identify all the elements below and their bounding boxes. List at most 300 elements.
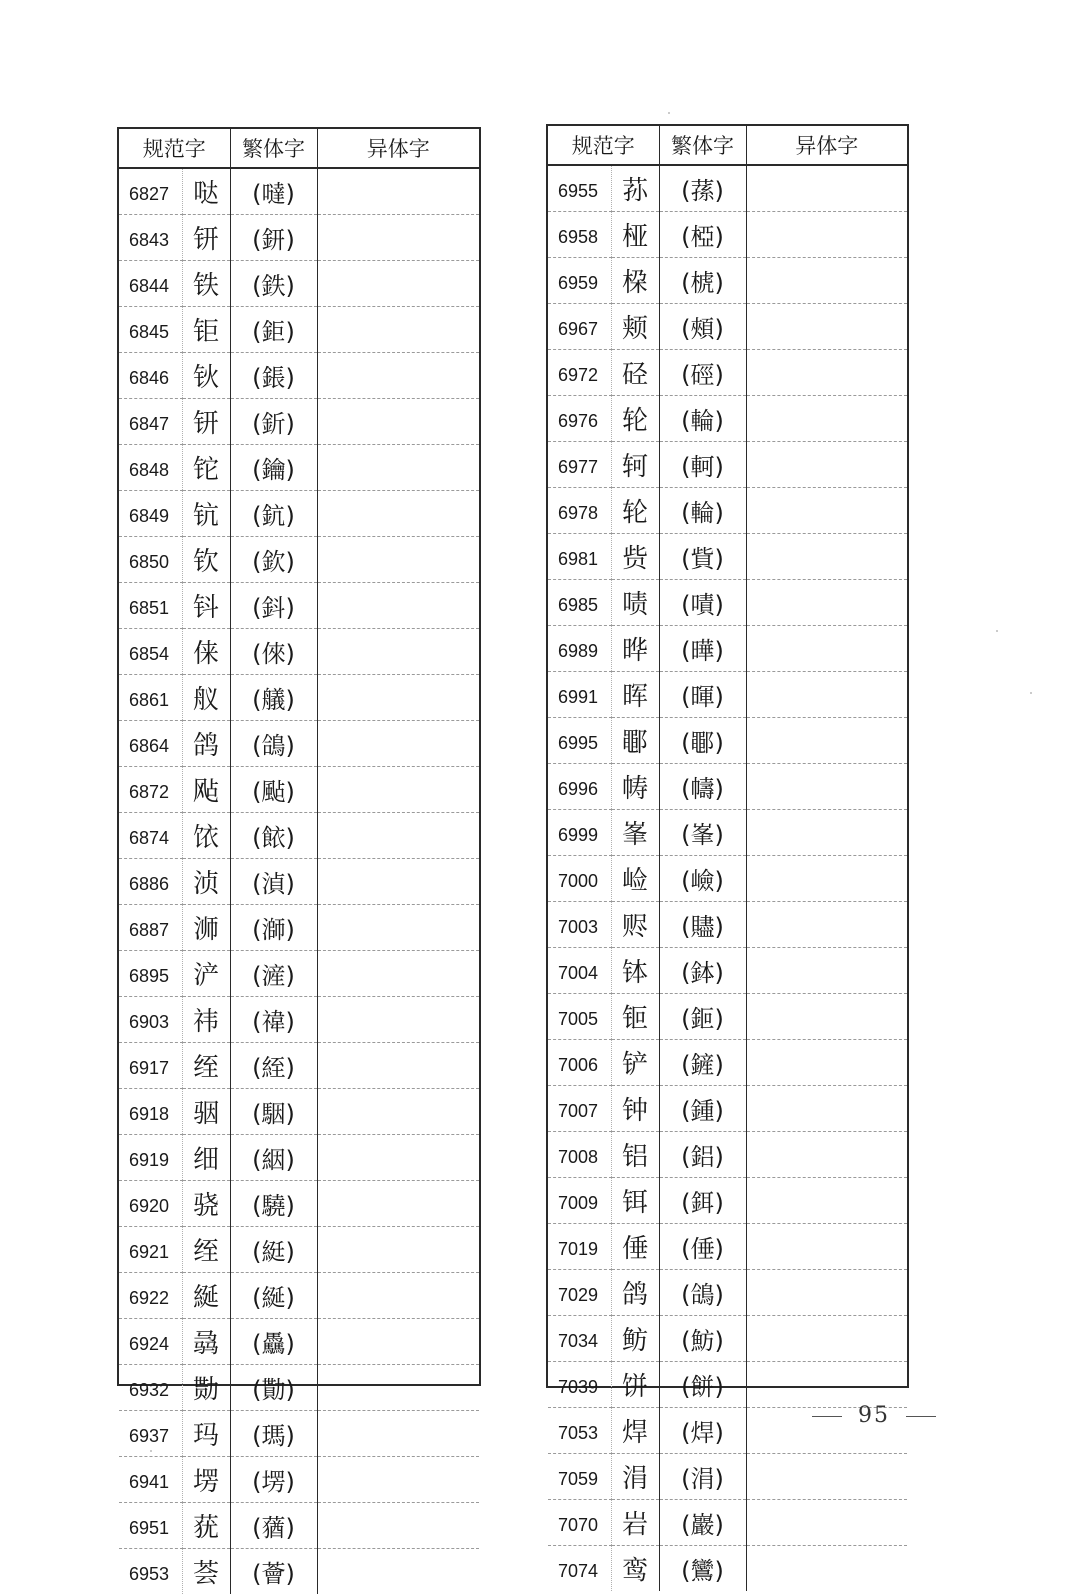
character-code: 6846 — [119, 353, 182, 399]
right-character-table — [546, 124, 909, 1388]
standard-character: 浐 — [182, 951, 230, 997]
standard-character: 涓 — [611, 1454, 659, 1500]
traditional-character: (巖) — [659, 1500, 746, 1546]
traditional-character: (鉄) — [230, 261, 317, 307]
standard-character: 飐 — [182, 767, 230, 813]
standard-character: 铒 — [611, 1178, 659, 1224]
character-code: 6917 — [119, 1043, 182, 1089]
standard-character: 鸾 — [611, 1546, 659, 1592]
standard-character: 崄 — [611, 856, 659, 902]
variant-character — [746, 488, 907, 534]
traditional-character: (鄳) — [659, 718, 746, 764]
character-code: 7006 — [548, 1040, 611, 1086]
standard-character: 莸 — [182, 1503, 230, 1549]
table-row — [119, 307, 479, 353]
character-code: 6972 — [548, 350, 611, 396]
standard-character: 岩 — [611, 1500, 659, 1546]
standard-character: 钘 — [182, 399, 230, 445]
standard-character: 轮 — [611, 396, 659, 442]
table-row — [548, 396, 907, 442]
standard-character: 祎 — [182, 997, 230, 1043]
standard-character: 赆 — [611, 902, 659, 948]
table-row — [548, 764, 907, 810]
standard-character: 帱 — [611, 764, 659, 810]
scan-speck — [668, 112, 670, 114]
variant-character — [317, 445, 479, 491]
standard-character: 浉 — [182, 905, 230, 951]
variant-character — [317, 168, 479, 215]
standard-character: 綖 — [182, 1273, 230, 1319]
table-row — [548, 1500, 907, 1546]
scan-speck — [996, 630, 998, 632]
table-row — [548, 856, 907, 902]
traditional-character: (驍) — [230, 1181, 317, 1227]
traditional-character: (絰) — [230, 1043, 317, 1089]
traditional-character: (鈃) — [230, 215, 317, 261]
character-code: 6976 — [548, 396, 611, 442]
variant-character — [746, 994, 907, 1040]
traditional-character: (倕) — [659, 1224, 746, 1270]
character-code: 6922 — [119, 1273, 182, 1319]
table-row — [548, 304, 907, 350]
standard-character: 钦 — [182, 537, 230, 583]
table-row — [548, 1178, 907, 1224]
variant-character — [746, 1224, 907, 1270]
table-row — [119, 261, 479, 307]
traditional-character: (鏟) — [659, 1040, 746, 1086]
variant-character — [746, 1132, 907, 1178]
traditional-character: (鴿) — [230, 721, 317, 767]
character-code: 6843 — [119, 215, 182, 261]
character-code: 6999 — [548, 810, 611, 856]
character-code: 6919 — [119, 1135, 182, 1181]
variant-character — [746, 1500, 907, 1546]
traditional-character: (餏) — [230, 813, 317, 859]
standard-character: 骁 — [182, 1181, 230, 1227]
scan-speck — [150, 1450, 152, 1452]
character-code: 6967 — [548, 304, 611, 350]
variant-character — [746, 212, 907, 258]
traditional-character: (幬) — [659, 764, 746, 810]
variant-character — [746, 810, 907, 856]
variant-character — [746, 856, 907, 902]
character-code: 7053 — [548, 1408, 611, 1454]
standard-character: 桠 — [611, 212, 659, 258]
header-traditional: 繁体字 — [659, 126, 746, 165]
character-code: 6921 — [119, 1227, 182, 1273]
character-code: 6851 — [119, 583, 182, 629]
traditional-character: (駰) — [230, 1089, 317, 1135]
right-table-body — [548, 165, 907, 1591]
table-row — [119, 905, 479, 951]
standard-character: 鄳 — [611, 718, 659, 764]
standard-character: 钘 — [182, 215, 230, 261]
character-code: 7059 — [548, 1454, 611, 1500]
table-row — [119, 445, 479, 491]
standard-character: 晖 — [611, 672, 659, 718]
variant-character — [317, 1319, 479, 1365]
traditional-character: (勩) — [230, 1365, 317, 1411]
standard-character: 铲 — [611, 1040, 659, 1086]
character-code: 6874 — [119, 813, 182, 859]
traditional-character: (鈧) — [230, 491, 317, 537]
variant-character — [746, 165, 907, 212]
table-row — [548, 672, 907, 718]
character-code: 6854 — [119, 629, 182, 675]
character-code: 7000 — [548, 856, 611, 902]
traditional-character: (鸞) — [659, 1546, 746, 1592]
table-row — [548, 1546, 907, 1592]
table-row — [119, 767, 479, 813]
standard-character: 骃 — [182, 1089, 230, 1135]
variant-character — [317, 767, 479, 813]
standard-character: 钭 — [182, 583, 230, 629]
traditional-character: (蕕) — [230, 1503, 317, 1549]
variant-character — [317, 1227, 479, 1273]
standard-character: 铁 — [182, 261, 230, 307]
character-code: 6845 — [119, 307, 182, 353]
standard-character: 峯 — [611, 810, 659, 856]
table-row — [548, 1086, 907, 1132]
character-code: 6955 — [548, 165, 611, 212]
standard-character: 钷 — [611, 994, 659, 1040]
traditional-character: (溮) — [230, 905, 317, 951]
standard-character: 钬 — [182, 353, 230, 399]
traditional-character: (絪) — [230, 1135, 317, 1181]
variant-character — [317, 905, 479, 951]
header-traditional: 繁体字 — [230, 129, 317, 168]
table-row — [548, 1316, 907, 1362]
traditional-character: (輪) — [659, 396, 746, 442]
traditional-character: (驫) — [230, 1319, 317, 1365]
standard-character: 塄 — [182, 1457, 230, 1503]
standard-character: 荪 — [611, 165, 659, 212]
traditional-character: (鈄) — [230, 583, 317, 629]
traditional-character: (鋁) — [659, 1132, 746, 1178]
table-row — [119, 353, 479, 399]
variant-character — [317, 721, 479, 767]
table-row — [119, 951, 479, 997]
character-code: 7007 — [548, 1086, 611, 1132]
left-table-body — [119, 168, 479, 1594]
character-code: 7005 — [548, 994, 611, 1040]
standard-character: 轲 — [611, 442, 659, 488]
variant-character — [317, 261, 479, 307]
character-code: 7029 — [548, 1270, 611, 1316]
character-code: 6864 — [119, 721, 182, 767]
traditional-character: (涓) — [659, 1454, 746, 1500]
variant-character — [746, 672, 907, 718]
traditional-character: (鉅) — [230, 307, 317, 353]
traditional-character: (鴿) — [659, 1270, 746, 1316]
variant-character — [317, 675, 479, 721]
standard-character: 颊 — [611, 304, 659, 350]
scan-speck — [1030, 692, 1032, 694]
variant-character — [317, 1135, 479, 1181]
table-row — [548, 165, 907, 212]
header-variant: 异体字 — [746, 126, 907, 165]
traditional-character: (焊) — [659, 1408, 746, 1454]
standard-character: 浈 — [182, 859, 230, 905]
character-code: 6996 — [548, 764, 611, 810]
character-code: 6920 — [119, 1181, 182, 1227]
character-code: 6977 — [548, 442, 611, 488]
variant-character — [317, 859, 479, 905]
table-row — [119, 1227, 479, 1273]
standard-character: 骉 — [182, 1319, 230, 1365]
table-row — [119, 1365, 479, 1411]
variant-character — [317, 1181, 479, 1227]
table-row — [119, 491, 479, 537]
variant-character — [746, 442, 907, 488]
variant-character — [317, 399, 479, 445]
standard-character: 鸽 — [611, 1270, 659, 1316]
traditional-character: (硜) — [659, 350, 746, 396]
table-row — [119, 168, 479, 215]
character-code: 6861 — [119, 675, 182, 721]
table-row — [548, 580, 907, 626]
table-row — [548, 442, 907, 488]
table-row — [548, 626, 907, 672]
table-row — [119, 1319, 479, 1365]
character-code: 6872 — [119, 767, 182, 813]
traditional-character: (欽) — [230, 537, 317, 583]
variant-character — [317, 951, 479, 997]
variant-character — [317, 813, 479, 859]
footer-dash-left — [812, 1416, 842, 1417]
table-row — [119, 1181, 479, 1227]
traditional-character: (魴) — [659, 1316, 746, 1362]
variant-character — [746, 1316, 907, 1362]
character-code: 6941 — [119, 1457, 182, 1503]
standard-character: 俫 — [182, 629, 230, 675]
character-code: 6985 — [548, 580, 611, 626]
standard-character: 玛 — [182, 1411, 230, 1457]
traditional-character: (鉢) — [659, 948, 746, 994]
traditional-character: (軻) — [659, 442, 746, 488]
table-row — [548, 1132, 907, 1178]
table-header-row — [548, 126, 907, 165]
character-code: 6844 — [119, 261, 182, 307]
standard-character: 鸽 — [182, 721, 230, 767]
variant-character — [317, 1411, 479, 1457]
character-code: 6959 — [548, 258, 611, 304]
character-code: 6989 — [548, 626, 611, 672]
character-code: 6827 — [119, 168, 182, 215]
table-row — [119, 629, 479, 675]
standard-character: 钵 — [611, 948, 659, 994]
character-code: 6924 — [119, 1319, 182, 1365]
traditional-character: (頰) — [659, 304, 746, 350]
table-row — [119, 583, 479, 629]
variant-character — [746, 350, 907, 396]
standard-character: 焊 — [611, 1408, 659, 1454]
variant-character — [317, 583, 479, 629]
variant-character — [317, 1273, 479, 1319]
table-row — [548, 534, 907, 580]
traditional-character: (艤) — [230, 675, 317, 721]
character-code: 6848 — [119, 445, 182, 491]
character-code: 6995 — [548, 718, 611, 764]
table-row — [119, 997, 479, 1043]
table-row — [548, 810, 907, 856]
character-code: 7039 — [548, 1362, 611, 1408]
standard-character: 铝 — [611, 1132, 659, 1178]
traditional-character: (曄) — [659, 626, 746, 672]
table-row — [119, 859, 479, 905]
variant-character — [746, 580, 907, 626]
variant-character — [317, 629, 479, 675]
traditional-character: (鍾) — [659, 1086, 746, 1132]
standard-character: 舣 — [182, 675, 230, 721]
traditional-character: (塄) — [230, 1457, 317, 1503]
character-code: 6981 — [548, 534, 611, 580]
character-code: 6850 — [119, 537, 182, 583]
standard-character: 绖 — [182, 1227, 230, 1273]
table-row — [119, 215, 479, 261]
footer-dash-right — [906, 1416, 936, 1417]
variant-character — [317, 1043, 479, 1089]
table-row — [119, 721, 479, 767]
traditional-character: (鉺) — [659, 1178, 746, 1224]
variant-character — [317, 307, 479, 353]
variant-character — [746, 718, 907, 764]
character-code: 6991 — [548, 672, 611, 718]
table-row — [548, 1362, 907, 1408]
traditional-character: (禕) — [230, 997, 317, 1043]
standard-character: 细 — [182, 1135, 230, 1181]
table-row — [548, 902, 907, 948]
character-code: 6951 — [119, 1503, 182, 1549]
traditional-character: (湞) — [230, 859, 317, 905]
character-code: 7008 — [548, 1132, 611, 1178]
traditional-character: (滻) — [230, 951, 317, 997]
table-row — [548, 258, 907, 304]
character-code: 6887 — [119, 905, 182, 951]
variant-character — [746, 1040, 907, 1086]
standard-character: 轮 — [611, 488, 659, 534]
table-row — [119, 1135, 479, 1181]
table-row — [119, 1503, 479, 1549]
character-code: 6903 — [119, 997, 182, 1043]
character-code: 7009 — [548, 1178, 611, 1224]
variant-character — [317, 1549, 479, 1594]
variant-character — [746, 258, 907, 304]
variant-character — [746, 764, 907, 810]
variant-character — [746, 1546, 907, 1592]
table-row — [548, 994, 907, 1040]
standard-character: 勚 — [182, 1365, 230, 1411]
character-code: 6932 — [119, 1365, 182, 1411]
variant-character — [746, 902, 907, 948]
character-code: 7074 — [548, 1546, 611, 1592]
traditional-character: (暉) — [659, 672, 746, 718]
table-row — [119, 1549, 479, 1594]
traditional-character: (貲) — [659, 534, 746, 580]
variant-character — [746, 1454, 907, 1500]
table-row — [119, 1089, 479, 1135]
table-row — [119, 1273, 479, 1319]
left-character-table — [117, 127, 481, 1386]
traditional-character: (倈) — [230, 629, 317, 675]
table-row — [119, 537, 479, 583]
standard-character: 晔 — [611, 626, 659, 672]
variant-character — [746, 1362, 907, 1408]
variant-character — [746, 1178, 907, 1224]
table-row — [548, 1224, 907, 1270]
variant-character — [746, 534, 907, 580]
standard-character: 硁 — [611, 350, 659, 396]
variant-character — [317, 997, 479, 1043]
variant-character — [746, 304, 907, 350]
traditional-character: (鉕) — [659, 994, 746, 1040]
variant-character — [317, 1365, 479, 1411]
variant-character — [317, 537, 479, 583]
standard-character: 钟 — [611, 1086, 659, 1132]
character-code: 6953 — [119, 1549, 182, 1594]
standard-character: 哒 — [182, 168, 230, 215]
standard-character: 饼 — [611, 1362, 659, 1408]
standard-character: 赀 — [611, 534, 659, 580]
standard-character: 鲂 — [611, 1316, 659, 1362]
table-row — [548, 718, 907, 764]
traditional-character: (嶮) — [659, 856, 746, 902]
traditional-character: (薈) — [230, 1549, 317, 1594]
table-row — [548, 1040, 907, 1086]
traditional-character: (鑰) — [230, 445, 317, 491]
character-code: 6847 — [119, 399, 182, 445]
page-number: 95 — [858, 1403, 890, 1428]
table-row — [119, 399, 479, 445]
traditional-character: (颭) — [230, 767, 317, 813]
table-row — [548, 350, 907, 396]
traditional-character: (瑪) — [230, 1411, 317, 1457]
standard-character: 钪 — [182, 491, 230, 537]
table-row — [119, 1411, 479, 1457]
traditional-character: (綖) — [230, 1273, 317, 1319]
standard-character: 倕 — [611, 1224, 659, 1270]
table-row — [119, 1457, 479, 1503]
character-code: 7003 — [548, 902, 611, 948]
variant-character — [317, 353, 479, 399]
page-footer — [796, 1403, 952, 1428]
traditional-character: (釿) — [230, 399, 317, 445]
variant-character — [746, 396, 907, 442]
table-row — [548, 1454, 907, 1500]
traditional-character: (綎) — [230, 1227, 317, 1273]
character-code: 6937 — [119, 1411, 182, 1457]
standard-character: 啧 — [611, 580, 659, 626]
traditional-character: (餅) — [659, 1362, 746, 1408]
table-row — [119, 1043, 479, 1089]
character-code: 6978 — [548, 488, 611, 534]
header-standard: 规范字 — [548, 126, 659, 165]
traditional-character: (椏) — [659, 212, 746, 258]
standard-character: 钜 — [182, 307, 230, 353]
variant-character — [746, 1086, 907, 1132]
standard-character: 绖 — [182, 1043, 230, 1089]
variant-character — [746, 948, 907, 994]
table-row — [119, 813, 479, 859]
variant-character — [317, 491, 479, 537]
header-variant: 异体字 — [317, 129, 479, 168]
table-row — [548, 488, 907, 534]
variant-character — [317, 1503, 479, 1549]
traditional-character: (峯) — [659, 810, 746, 856]
character-code: 7019 — [548, 1224, 611, 1270]
standard-character: 桗 — [611, 258, 659, 304]
standard-character: 荟 — [182, 1549, 230, 1594]
